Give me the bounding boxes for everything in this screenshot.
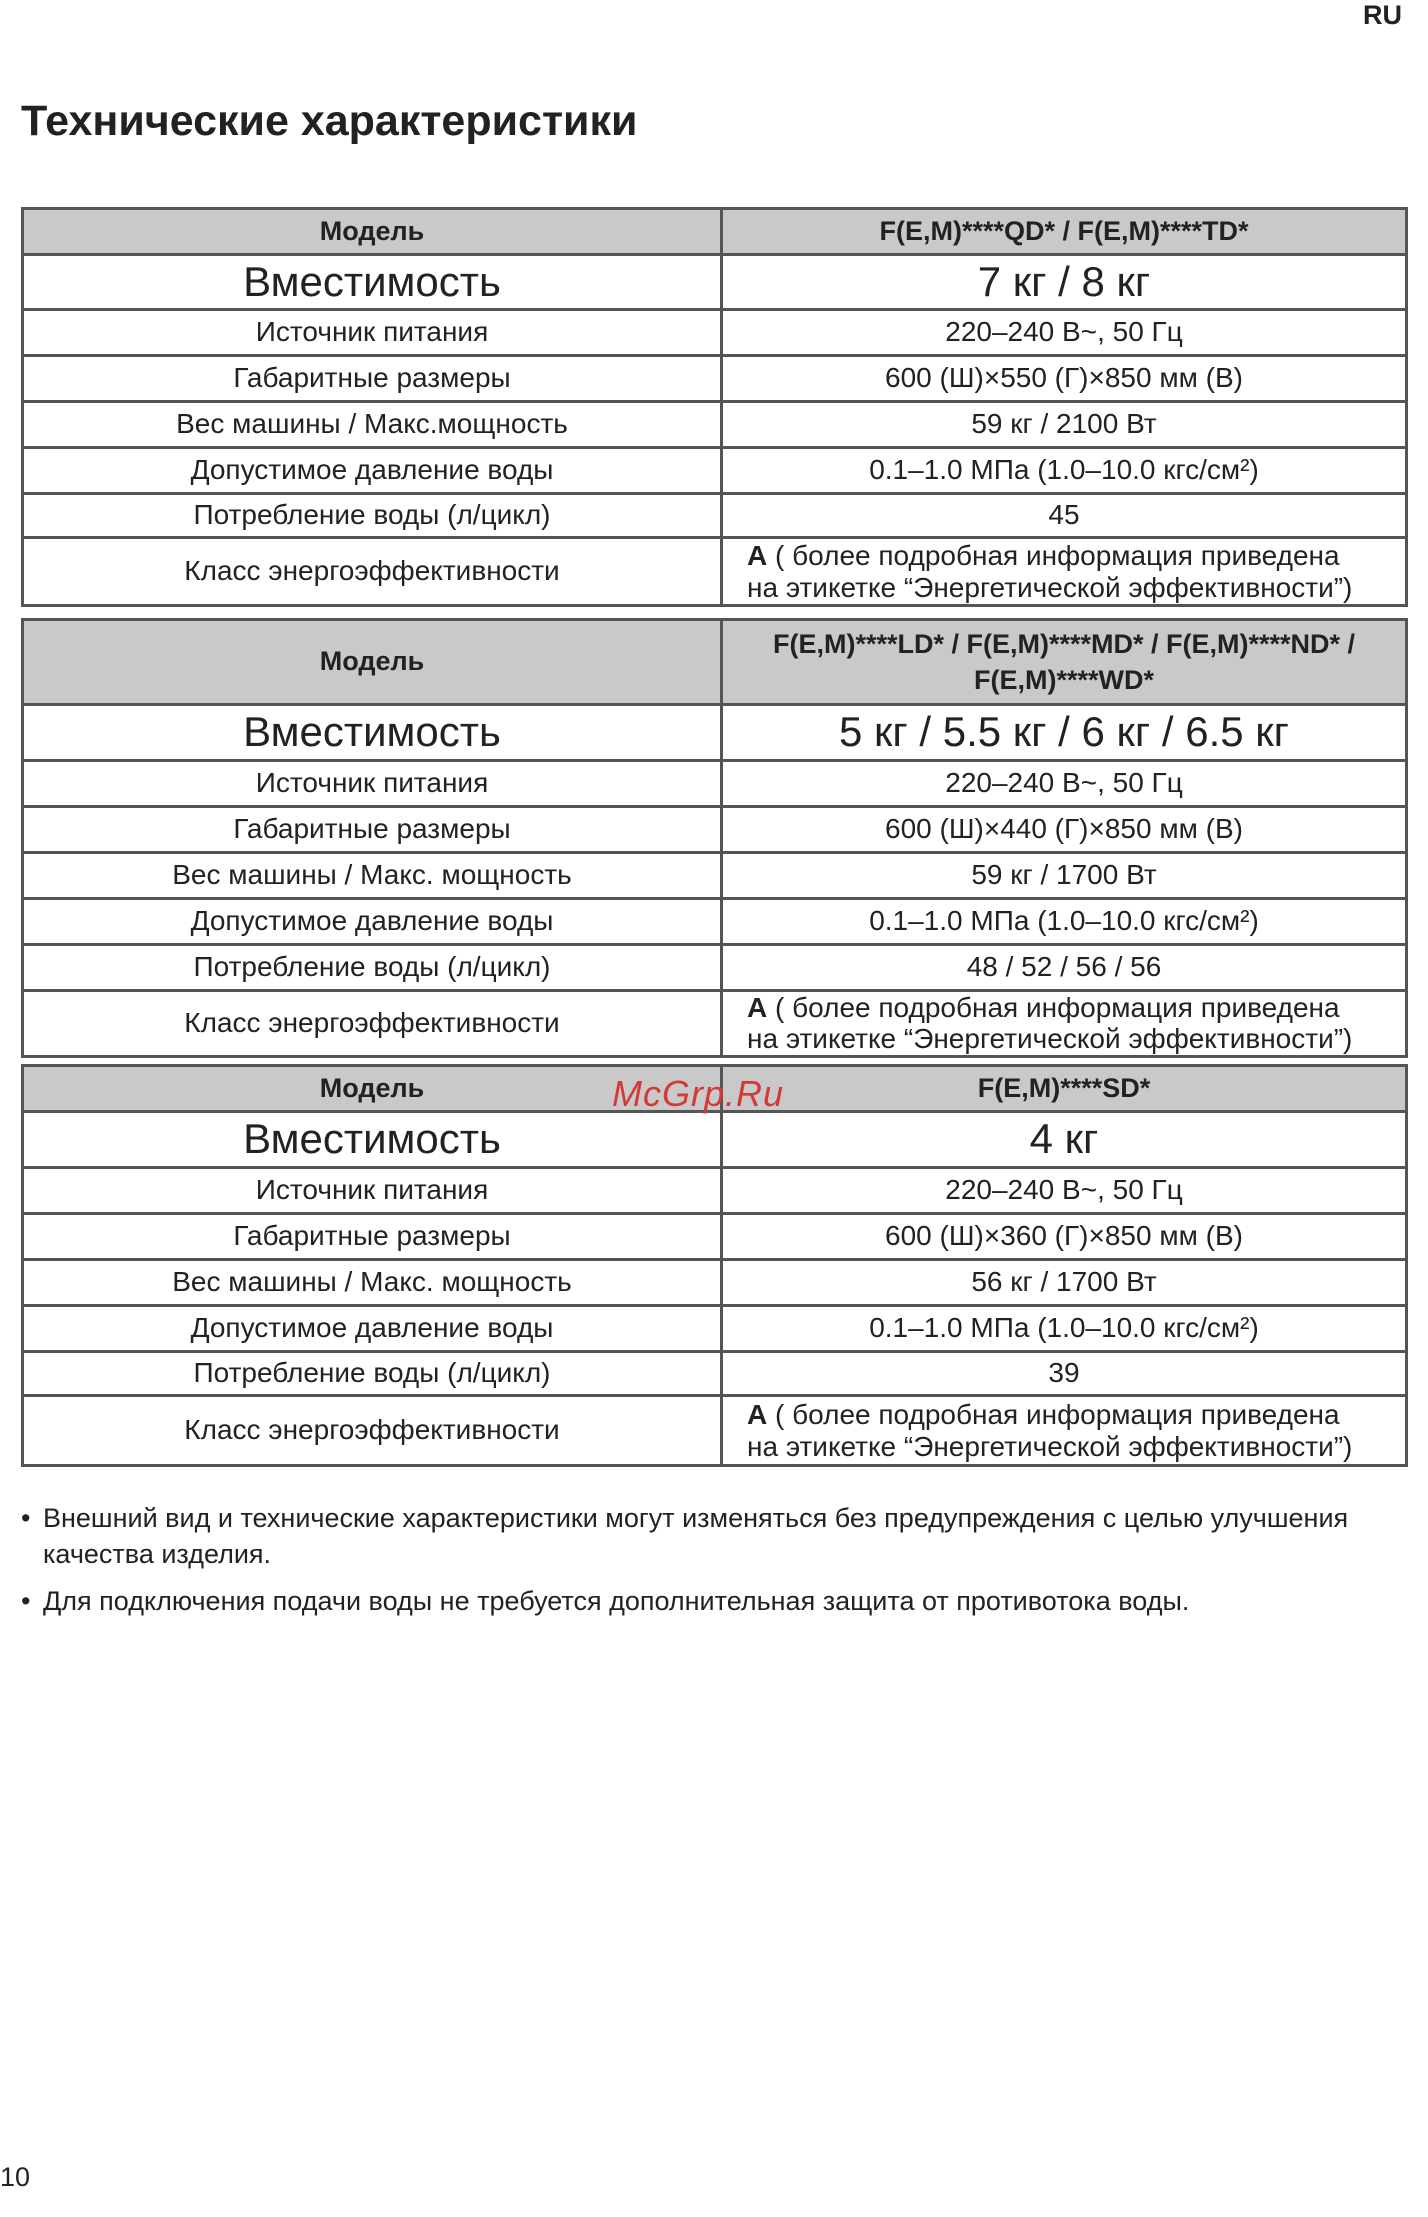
water-pressure-value: 0.1–1.0 МПа (1.0–10.0 кгс/см²) <box>722 448 1407 494</box>
dimensions-value: 600 (Ш)×360 (Г)×850 мм (В) <box>722 1214 1407 1260</box>
energy-class-note-2: на этикетке “Энергетической эффективности”) <box>747 1023 1353 1055</box>
dimensions-label: Габаритные размеры <box>23 807 722 853</box>
energy-class-value <box>722 1396 1407 1466</box>
energy-class-note-1: ( более подробная информация приведена <box>767 540 1340 572</box>
dimensions-value: 600 (Ш)×440 (Г)×850 мм (В) <box>722 807 1407 853</box>
watermark: McGrp.Ru <box>612 1073 785 1114</box>
note-item <box>21 1500 1391 1573</box>
page-number: 10 <box>0 2162 31 2192</box>
spec-table-3 <box>21 1064 1408 1467</box>
water-pressure-value: 0.1–1.0 МПа (1.0–10.0 кгс/см²) <box>722 1306 1407 1352</box>
water-pressure-label: Допустимое давление воды <box>23 448 722 494</box>
energy-class-note-2: на этикетке “Энергетической эффективности”) <box>747 571 1353 603</box>
bullet-icon: • <box>21 1503 31 1533</box>
water-consumption-value: 48 / 52 / 56 / 56 <box>722 945 1407 991</box>
weight-value: 56 кг / 1700 Вт <box>722 1260 1407 1306</box>
note-text: Внешний вид и технические характеристики могут изменяться без предупреждения с целью улучшения качества изделия. <box>43 1503 1349 1570</box>
capacity-value: 7 кг / 8 кг <box>722 255 1407 310</box>
energy-class-value <box>722 538 1407 606</box>
power-label: Источник питания <box>23 310 722 356</box>
water-pressure-label: Допустимое давление воды <box>23 1306 722 1352</box>
energy-class-label: Класс энергоэффективности <box>23 991 722 1057</box>
model-label: Модель <box>23 620 722 705</box>
water-consumption-label: Потребление воды (л/цикл) <box>23 1352 722 1396</box>
note-item <box>21 1583 1391 1619</box>
energy-class-note-2: на этикетке “Энергетической эффективности”) <box>747 1430 1353 1462</box>
page-title: Технические характеристики <box>21 97 638 145</box>
power-value: 220–240 В~, 50 Гц <box>722 1168 1407 1214</box>
energy-class-note-1: ( более подробная информация приведена <box>767 1399 1340 1431</box>
energy-class-label: Класс энергоэффективности <box>23 1396 722 1466</box>
water-pressure-label: Допустимое давление воды <box>23 899 722 945</box>
weight-label: Вес машины / Макс. мощность <box>23 853 722 899</box>
water-consumption-value: 45 <box>722 494 1407 538</box>
weight-label: Вес машины / Макс. мощность <box>23 1260 722 1306</box>
weight-label: Вес машины / Макс.мощность <box>23 402 722 448</box>
energy-class-note-1: ( более подробная информация приведена <box>767 992 1340 1023</box>
dimensions-label: Габаритные размеры <box>23 1214 722 1260</box>
water-pressure-value: 0.1–1.0 МПа (1.0–10.0 кгс/см²) <box>722 899 1407 945</box>
notes-list <box>21 1500 1391 1629</box>
energy-class-letter: A <box>747 992 768 1023</box>
capacity-label: Вместимость <box>23 1112 722 1168</box>
model-value: F(E,M)****SD* <box>722 1066 1407 1112</box>
water-consumption-value: 39 <box>722 1352 1407 1396</box>
energy-class-label: Класс энергоэффективности <box>23 538 722 606</box>
capacity-value: 4 кг <box>722 1112 1407 1168</box>
energy-class-letter: A <box>747 540 768 572</box>
model-value: F(E,M)****LD* / F(E,M)****MD* / F(E,M)****ND* / F(E,M)****WD* <box>722 620 1407 705</box>
capacity-label: Вместимость <box>23 255 722 310</box>
power-label: Источник питания <box>23 761 722 807</box>
dimensions-label: Габаритные размеры <box>23 356 722 402</box>
dimensions-value: 600 (Ш)×550 (Г)×850 мм (В) <box>722 356 1407 402</box>
spec-table-2 <box>21 618 1408 1058</box>
weight-value: 59 кг / 2100 Вт <box>722 402 1407 448</box>
weight-value: 59 кг / 1700 Вт <box>722 853 1407 899</box>
note-text: Для подключения подачи воды не требуется дополнительная защита от противотока воды. <box>43 1585 1190 1616</box>
language-label: RU <box>1363 0 1402 30</box>
power-value: 220–240 В~, 50 Гц <box>722 761 1407 807</box>
capacity-value: 5 кг / 5.5 кг / 6 кг / 6.5 кг <box>722 705 1407 761</box>
bullet-icon: • <box>21 1585 31 1616</box>
power-value: 220–240 В~, 50 Гц <box>722 310 1407 356</box>
capacity-label: Вместимость <box>23 705 722 761</box>
energy-class-value <box>722 991 1407 1057</box>
spec-table-1 <box>21 207 1408 607</box>
water-consumption-label: Потребление воды (л/цикл) <box>23 945 722 991</box>
model-value: F(E,M)****QD* / F(E,M)****TD* <box>722 209 1407 255</box>
water-consumption-label: Потребление воды (л/цикл) <box>23 494 722 538</box>
model-label: Модель <box>23 1066 722 1112</box>
power-label: Источник питания <box>23 1168 722 1214</box>
energy-class-letter: A <box>747 1399 768 1431</box>
model-label: Модель <box>23 209 722 255</box>
